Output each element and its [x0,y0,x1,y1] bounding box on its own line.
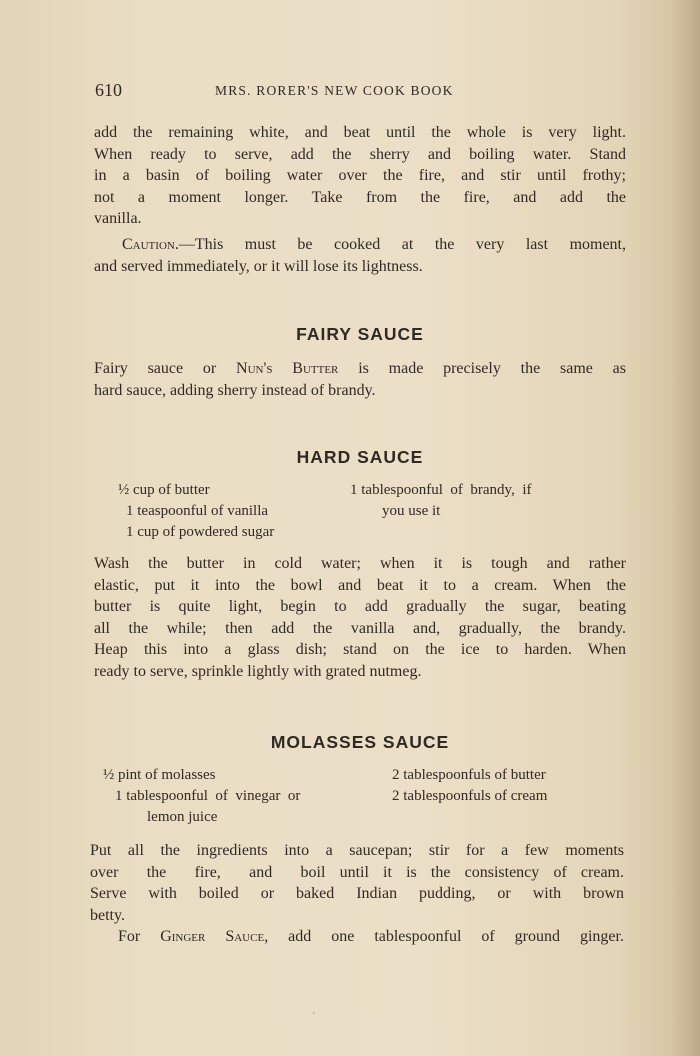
text-line: all the while; then add the vanilla and, gradually, the brandy. [94,619,626,637]
text-line: elastic, put it into the bowl and beat it to a cream. When the [94,576,626,594]
section-title-hard-sauce: HARD SAUCE [296,447,424,467]
section-title-fairy-sauce: FAIRY SAUCE [296,324,424,344]
text-line: and served immediately, or it will lose its lightness. [94,257,423,275]
section-title-molasses-sauce: MOLASSES SAUCE [270,732,450,752]
text-run: , add one tablespoonful of ground ginger. [264,928,624,945]
page-mark: ˊ [312,1012,316,1023]
ingredient-item: ½ pint of molasses [103,767,216,783]
text-line: Wash the butter in cold water; when it is tough and rather [94,555,626,572]
ingredient-item: 1 cup of powdered sugar [126,524,275,540]
hard-sauce-paragraph [94,553,626,682]
molasses-sauce-paragraph [90,840,624,948]
text-line: not a moment longer. Take from the fire, and add the [94,188,626,206]
molasses-sauce-ingredients-left [103,765,300,828]
text-line: Put all the ingredients into a saucepan; stir for a few moments [90,842,624,859]
caution-text: —This must be cooked at the very last moment, [178,236,626,253]
nuns-butter-term: Nun's Butter [236,360,339,377]
intro-paragraph [94,122,626,230]
fairy-sauce-paragraph [94,358,626,401]
text-line: add the remaining white, and beat until the whole is very light. [94,124,626,141]
caution-paragraph [94,234,626,277]
text-line: butter is quite light, begin to add gradually the sugar, beating [94,598,626,615]
text-line: in a basin of boiling water over the fire, and stir until frothy; [94,167,626,184]
caution-label: Caution. [122,236,179,253]
hard-sauce-ingredients-left [118,480,274,543]
ingredient-item: ½ cup of butter [118,482,210,498]
text-line: vanilla. [94,210,142,227]
text-line: Heap this into a glass dish; stand on the ice to harden. When [94,641,626,658]
text-line [94,234,626,256]
text-line: Serve with boiled or baked Indian pudding, or with brown [90,885,624,902]
text-run: is made precisely the same as [338,360,626,377]
text-line: over the fire, and boil until it is the consistency of cream. [90,863,624,881]
ingredient-item: 1 tablespoonful of vinegar or [115,788,301,804]
page-number: 610 [95,80,122,100]
page-header [95,80,625,106]
text-line: When ready to serve, add the sherry and boiling water. Stand [94,145,626,163]
text-run: For [118,928,161,945]
molasses-sauce-ingredients-right [392,765,547,807]
text-line [90,926,624,948]
text-line: hard sauce, adding sherry instead of brandy. [94,381,376,399]
ingredient-item: 2 tablespoonfuls of cream [392,788,548,804]
ginger-sauce-term: Ginger Sauce [160,928,265,945]
text-run: Fairy sauce or [94,360,237,377]
hard-sauce-ingredients-right [350,480,532,522]
ingredient-item: you use it [382,503,441,519]
ingredient-item: 1 teaspoonful of vanilla [126,503,269,519]
running-head: MRS. RORER'S NEW COOK BOOK [215,83,454,98]
ingredient-item: lemon juice [147,809,218,825]
ingredient-item: 2 tablespoonfuls of butter [392,767,546,783]
page-gutter-shadow [670,0,700,1056]
text-line: betty. [90,906,125,924]
ingredient-item: 1 tablespoonful of brandy, if [350,482,532,498]
text-line: ready to serve, sprinkle lightly with grated nutmeg. [94,662,422,680]
text-line [94,358,626,380]
